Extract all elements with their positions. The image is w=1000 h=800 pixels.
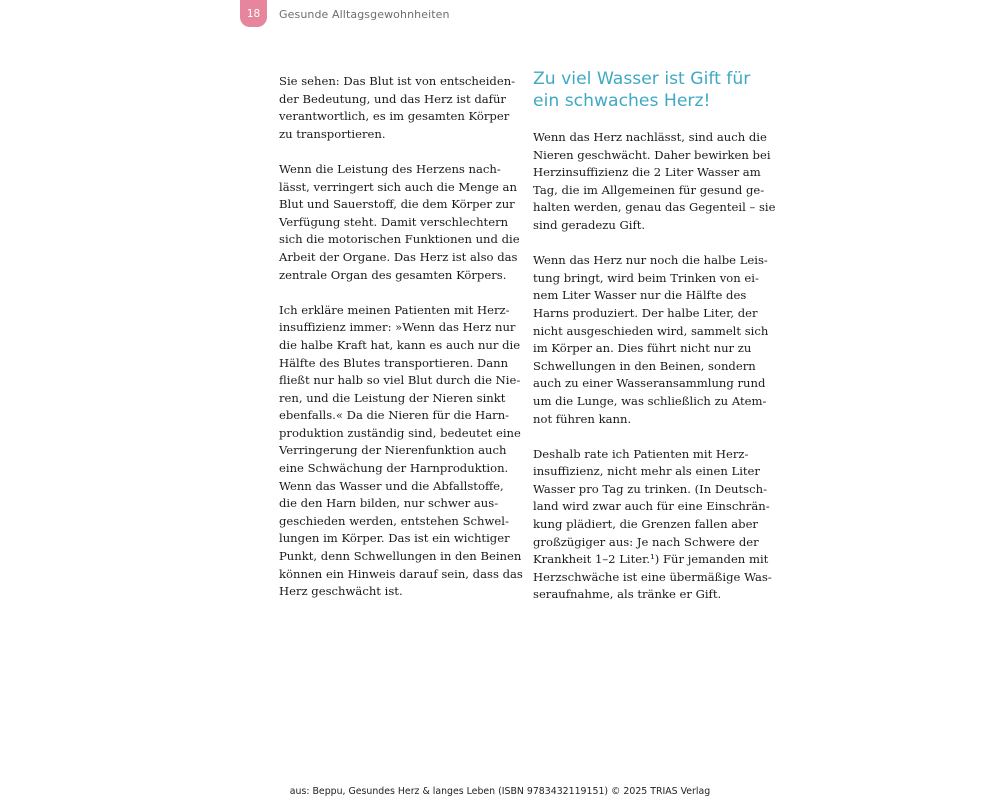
running-head: Gesunde Alltagsgewohnheiten [279, 7, 450, 21]
text-line: Wasser pro Tag zu trinken. (In Deutsch- [533, 481, 768, 496]
paragraph [279, 302, 523, 601]
text-line: können ein Hinweis darauf sein, dass das [279, 566, 523, 581]
text-line: seraufnahme, als tränke er Gift. [533, 587, 722, 602]
section-heading [533, 68, 765, 112]
source-footer: aus: Beppu, Gesundes Herz & langes Leben (ISBN 9783432119151) © 2025 TRIAS Verlag [289, 786, 711, 797]
text-line: zentrale Organ des gesamten Körpers. [279, 267, 507, 282]
text-line: lässt, verringert sich auch die Menge an [279, 179, 517, 194]
text-line: Krankheit 1–2 Liter.¹) Für jemanden mit [533, 552, 769, 567]
text-line: lungen im Körper. Das ist ein wichtiger [279, 531, 510, 546]
text-line: der Bedeutung, und das Herz ist dafür [279, 91, 506, 106]
page-header [240, 0, 760, 28]
text-line: produktion zuständig sind, bedeutet eine [279, 425, 521, 440]
text-line: Ich erkläre meinen Patienten mit Herz- [279, 302, 510, 317]
text-line: Herz geschwächt ist. [279, 584, 403, 599]
text-line: nem Liter Wasser nur die Hälfte des [533, 288, 747, 303]
text-line: insuffizienz, nicht mehr als einen Liter [533, 464, 760, 479]
text-line: sich die motorischen Funktionen und die [279, 232, 520, 247]
text-line: Nieren geschwächt. Daher bewirken bei [533, 147, 771, 162]
text-line: fließt nur halb so viel Blut durch die Nie- [279, 373, 521, 388]
text-line: auch zu einer Wasseransammlung rund [533, 376, 766, 391]
text-line: Hälfte des Blutes transportieren. Dann [279, 355, 509, 370]
text-line: Sie sehen: Das Blut ist von entscheiden- [279, 74, 516, 88]
text-line: eine Schwächung der Harnproduktion. [279, 461, 509, 476]
text-line: sind geradezu Gift. [533, 217, 646, 232]
text-line: kung plädiert, die Grenzen fallen aber [533, 517, 758, 532]
paragraph [279, 161, 520, 284]
text-line: Wenn das Wasser und die Abfallstoffe, [279, 478, 504, 493]
text-line: die den Harn bilden, nur schwer aus- [279, 496, 499, 511]
text-line: halten werden, genau das Gegenteil – sie [533, 200, 776, 215]
text-line: tung bringt, wird beim Trinken von ei- [533, 270, 759, 285]
right-column [533, 68, 776, 622]
text-line: not führen kann. [533, 411, 632, 426]
text-line: Arbeit der Organe. Das Herz ist also das [279, 249, 518, 264]
text-line: Herzinsuffizienz die 2 Liter Wasser am [533, 165, 761, 180]
text-line: Wenn das Herz nachlässt, sind auch die [533, 130, 767, 144]
page-number-badge: 18 [240, 0, 267, 27]
left-column [279, 73, 523, 618]
text-line: im Körper an. Dies führt nicht nur zu [533, 341, 752, 356]
text-line: ren, und die Leistung der Nieren sinkt [279, 390, 506, 405]
text-line: die halbe Kraft hat, kann es auch nur die [279, 337, 521, 352]
text-line: Verringerung der Nierenfunktion auch [279, 443, 507, 458]
paragraph [533, 446, 772, 604]
text-line: ebenfalls.« Da die Nieren für die Harn- [279, 408, 510, 423]
paragraph [279, 73, 516, 143]
text-line: Schwellungen in den Beinen, sondern [533, 358, 756, 373]
text-line: Verfügung steht. Damit verschlechtern [279, 214, 509, 229]
paragraph [533, 252, 769, 428]
text-line: Wenn die Leistung des Herzens nach- [279, 161, 501, 176]
text-line: Harns produziert. Der halbe Liter, der [533, 305, 758, 320]
text-line: land wird zwar auch für eine Einschrän- [533, 499, 770, 514]
text-line: Herzschwäche ist eine übermäßige Was- [533, 569, 772, 584]
heading-line: Zu viel Wasser ist Gift für [533, 69, 751, 89]
text-line: zu transportieren. [279, 126, 386, 141]
text-line: Tag, die im Allgemeinen für gesund ge- [533, 182, 765, 197]
text-line: Punkt, denn Schwellungen in den Beinen [279, 549, 522, 564]
text-line: nicht ausgeschieden wird, sammelt sich [533, 323, 769, 338]
text-line: Deshalb rate ich Patienten mit Herz- [533, 446, 749, 461]
text-line: Blut und Sauerstoff, die dem Körper zur [279, 197, 515, 212]
paragraph [533, 129, 776, 235]
text-line: großzügiger aus: Je nach Schwere der [533, 534, 759, 549]
heading-line: ein schwaches Herz! [533, 91, 711, 111]
text-line: geschieden werden, entstehen Schwel- [279, 513, 509, 528]
text-line: verantwortlich, es im gesamten Körper [279, 109, 510, 124]
text-line: Wenn das Herz nur noch die halbe Leis- [533, 253, 768, 268]
text-line: insuffizienz immer: »Wenn das Herz nur [279, 320, 516, 335]
text-line: um die Lunge, was schließlich zu Atem- [533, 393, 767, 408]
